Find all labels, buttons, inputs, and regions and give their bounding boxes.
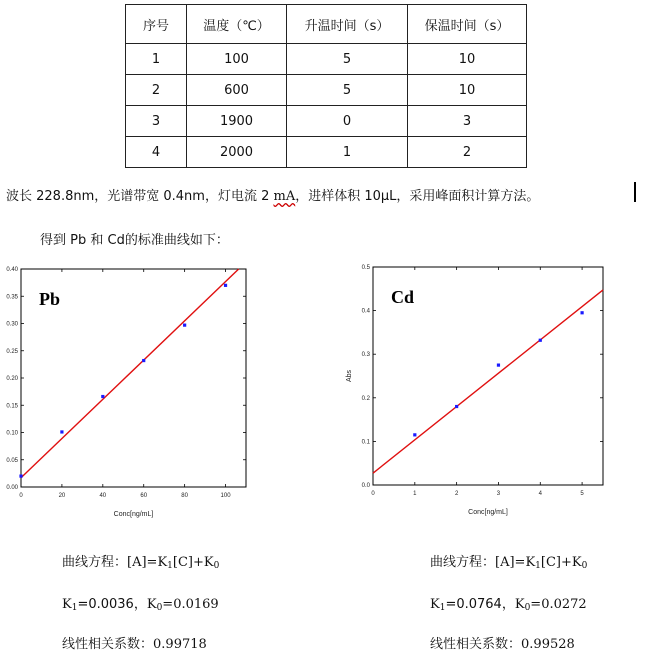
header-index: 序号 [126,5,187,44]
table-cell: 5 [287,75,408,106]
pb-equation [62,551,219,571]
header-hold-time: 保温时间（s） [408,5,527,44]
pb-y-tick-label: 0.25 [6,348,18,355]
cd-formula-a: [A]=K [495,555,536,570]
pb-y-tick-label: 0.35 [6,294,18,301]
pb-x-tick-label: 0 [19,493,23,499]
parameters-part2: ，进样体积 10μL，采用峰面积计算方法。 [295,189,540,204]
cd-formula-sub1: 1 [535,561,541,571]
spellcheck-word[interactable]: mA [273,189,296,204]
cd-y-tick-label: 0.5 [361,265,370,271]
cd-data-point [413,433,416,436]
cd-x-axis-title: Conc[ng/mL] [468,509,508,516]
table-cell: 5 [287,44,408,75]
cd-data-point [497,364,500,367]
pb-corr-label: 线性相关系数： [62,637,154,652]
cd-x-tick-label: 0 [371,491,375,497]
parameters-part1: 波长 228.8nm，光谱带宽 0.4nm，灯电流 2 [6,189,274,204]
cd-data-point [539,339,542,342]
table-cell: 600 [187,75,287,106]
pb-y-tick-label: 0.40 [6,267,18,273]
cd-x-tick-label: 3 [496,491,501,497]
pb-corr-value: 0.99718 [153,637,207,652]
cd-y-axis-title: Abs [346,369,353,383]
cd-coefficients [430,593,587,613]
cd-formula-sub0: 0 [581,561,588,571]
table-cell: 2 [408,137,527,168]
pb-equation-label: 曲线方程： [62,555,128,570]
pb-x-tick-label: 60 [140,493,148,499]
cd-correlation [430,633,575,652]
cd-y-tick-label: 0.4 [361,308,370,315]
cd-formula-b: [C]+K [540,555,582,570]
table-cell: 1 [287,137,408,168]
pb-k0-value: =0.0169 [162,597,219,612]
pb-formula-sub0: 0 [213,561,220,571]
pb-y-tick-label: 0.30 [6,321,18,328]
cd-equation [430,551,587,571]
pb-k1-label: K [62,597,72,612]
pb-x-axis-title: Conc[ng/mL] [113,511,154,518]
pb-x-tick-label: 20 [58,493,66,499]
cd-corr-label: 线性相关系数： [430,637,522,652]
cd-data-point [455,405,458,408]
pb-coefficients [62,593,219,613]
table-cell: 2 [126,75,187,106]
cd-y-tick-label: 0.2 [361,395,370,402]
header-ramp-time: 升温时间（s） [287,5,408,44]
cd-x-tick-label: 2 [454,491,459,497]
table-cell: 3 [126,106,187,137]
table-cell: 100 [187,44,287,75]
pb-y-tick-label: 0.05 [6,457,18,464]
cd-y-tick-label: 0.1 [361,439,370,446]
cd-k0-sub: 0 [524,603,531,613]
pb-k1-value: =0.0036， [77,597,147,612]
table-cell: 1900 [187,106,287,137]
table-cell: 2000 [187,137,287,168]
cd-data-point [580,311,583,314]
pb-x-tick-label: 80 [181,493,188,499]
cd-fit-line [373,290,603,473]
pb-y-tick-label: 0.20 [6,376,18,382]
cd-y-tick-label: 0.3 [361,352,370,359]
cd-k1-value: =0.0764， [445,597,515,612]
pb-k0-sub: 0 [156,603,163,613]
table-cell: 0 [287,106,408,137]
pb-y-tick-label: 0.10 [6,430,18,437]
header-temperature: 温度（℃） [187,5,287,44]
pb-formula-b: [C]+K [172,555,214,570]
pb-y-tick-label: 0.00 [6,485,18,491]
cd-x-tick-label: 4 [538,491,542,497]
table-cell: 4 [126,137,187,168]
cd-corr-value: 0.99528 [521,637,575,652]
cd-x-tick-label: 5 [580,491,584,497]
pb-formula-a: [A]=K [127,555,168,570]
cd-k0-value: =0.0272 [530,597,587,612]
cd-equation-label: 曲线方程： [430,555,496,570]
cd-k0-label: K [514,597,525,612]
cd-y-tick-label: 0.0 [361,483,370,489]
cd-chart-label: Cd [391,287,415,307]
pb-chart-label: Pb [39,289,61,309]
pb-formula-sub1: 1 [167,561,173,571]
cd-x-tick-label: 1 [413,491,417,497]
curves-intro-text: 得到 Pb 和 Cd的标准曲线如下： [40,233,229,248]
pb-x-tick-label: 100 [220,493,231,499]
pb-k0-label: K [146,597,157,612]
pb-k1-sub: 1 [71,603,78,613]
table-cell: 10 [408,44,527,75]
table-cell: 10 [408,75,527,106]
pb-correlation [62,633,207,652]
cd-k1-label: K [430,597,440,612]
table-cell: 1 [126,44,187,75]
table-cell: 3 [408,106,527,137]
pb-y-tick-label: 0.15 [6,403,18,410]
pb-x-tick-label: 40 [99,493,107,499]
cd-k1-sub: 1 [439,603,446,613]
